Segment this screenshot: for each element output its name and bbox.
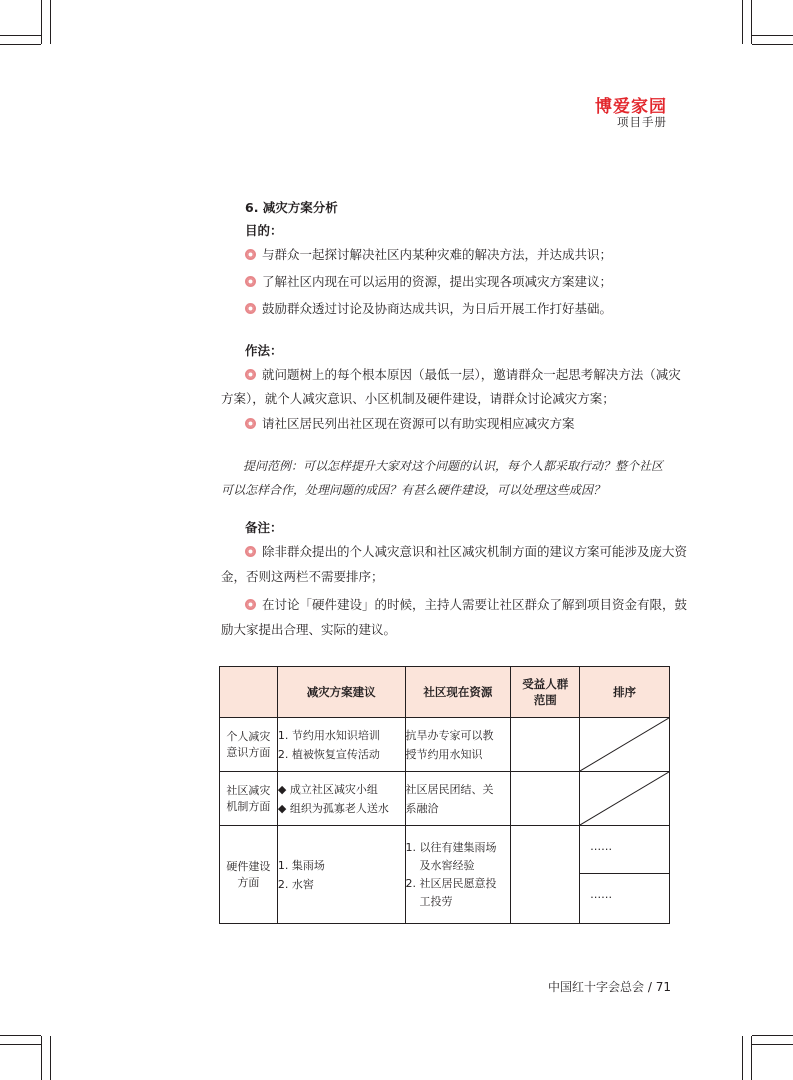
table-header-ranking: 排序 <box>580 667 670 718</box>
resources-cell: 1. 以往有建集雨场 及水窖经验 2. 社区居民愿意投 工投劳 <box>405 826 511 924</box>
bullet-icon <box>245 303 256 314</box>
table-header-row <box>220 667 670 718</box>
table-row <box>220 772 670 826</box>
crop-mark <box>742 0 743 44</box>
purpose-item: 鼓励群众透过讨论及协商达成共识，为日后开展工作打好基础。 <box>245 299 612 317</box>
bullet-icon <box>245 418 256 429</box>
suggestion-cell: 1. 集雨场 2. 水窖 <box>277 826 405 924</box>
crop-mark <box>50 0 51 44</box>
bullet-icon <box>245 369 256 380</box>
purpose-item: 与群众一起探讨解决社区内某种灾难的解决方法，并达成共识； <box>245 245 612 263</box>
section-title: 6. 减灾方案分析 <box>245 200 338 215</box>
crop-mark <box>752 35 793 36</box>
ranking-cell-crossed <box>580 772 670 826</box>
suggestion-cell: 1. 节约用水知识培训 2. 植被恢复宣传活动 <box>277 718 405 772</box>
ranking-cell: …… <box>580 826 670 874</box>
ranking-cell: …… <box>580 874 670 924</box>
crop-mark <box>0 44 41 45</box>
resources-cell: 社区居民团结、关 系融洽 <box>405 772 511 826</box>
suggestion-cell: ◆ 成立社区减灾小组 ◆ 组织为孤寡老人送水 <box>277 772 405 826</box>
row-label: 个人减灾 意识方面 <box>220 718 278 772</box>
resources-cell: 抗旱办专家可以教 授节约用水知识 <box>405 718 511 772</box>
crop-mark <box>751 1036 752 1080</box>
diagonal-line <box>580 718 669 771</box>
purpose-label: 目的： <box>245 223 283 238</box>
crop-mark <box>752 1044 793 1045</box>
crop-mark <box>0 1044 41 1045</box>
crop-mark <box>0 35 41 36</box>
remarks-item: 除非群众提出的个人减灾意识和社区减灾机制方面的建议方案可能涉及庞大资 <box>245 542 687 560</box>
beneficiary-cell <box>511 772 580 826</box>
page-footer: 中国红十字会总会 / 71 <box>548 980 671 994</box>
purpose-item: 了解社区内现在可以运用的资源，提出实现各项减灾方案建议； <box>245 272 612 290</box>
bullet-icon <box>245 249 256 260</box>
bullet-icon <box>245 276 256 287</box>
example-question: 提问范例：可以怎样提升大家对这个问题的认识，每个人都采取行动？整个社区 <box>243 459 664 473</box>
remarks-item-continuation: 励大家提出合理、实际的建议。 <box>221 622 397 637</box>
table-header-suggestion: 减灾方案建议 <box>277 667 405 718</box>
method-item: 就问题树上的每个根本原因（最低一层），邀请群众一起思考解决方法（减灾 <box>245 365 681 383</box>
header-subtitle: 项目手册 <box>617 115 667 129</box>
crop-mark <box>50 1036 51 1080</box>
crop-mark <box>742 1036 743 1080</box>
header-title: 博爱家园 <box>595 97 667 117</box>
table-row <box>220 718 670 772</box>
ranking-cell-crossed <box>580 718 670 772</box>
method-item: 请社区居民列出社区现在资源可以有助实现相应减灾方案 <box>245 414 575 432</box>
remarks-label: 备注： <box>245 520 283 535</box>
method-item-continuation: 方案），就个人减灾意识、小区机制及硬件建设，请群众讨论减灾方案； <box>221 391 615 406</box>
crop-mark <box>752 44 793 45</box>
disaster-plan-table <box>219 666 670 924</box>
bullet-icon <box>245 546 256 557</box>
method-label: 作法： <box>245 343 283 358</box>
diagonal-line <box>580 772 669 825</box>
crop-mark <box>41 1036 42 1080</box>
beneficiary-cell <box>511 718 580 772</box>
beneficiary-cell <box>511 826 580 924</box>
table-header-resources: 社区现在资源 <box>405 667 511 718</box>
bullet-icon <box>245 599 256 610</box>
table-header-beneficiary: 受益人群 范围 <box>511 667 580 718</box>
row-label: 硬件建设 方面 <box>220 826 278 924</box>
crop-mark <box>0 1035 41 1036</box>
table-row <box>220 826 670 874</box>
row-label: 社区减灾 机制方面 <box>220 772 278 826</box>
table-header-corner <box>220 667 278 718</box>
crop-mark <box>751 0 752 44</box>
remarks-item: 在讨论「硬件建设」的时候，主持人需要让社区群众了解到项目资金有限，鼓 <box>245 595 687 613</box>
example-question-continuation: 可以怎样合作，处理问题的成因？有甚么硬件建设，可以处理这些成因？ <box>221 483 606 497</box>
crop-mark <box>752 1035 793 1036</box>
remarks-item-continuation: 金，否则这两栏不需要排序； <box>221 569 384 584</box>
crop-mark <box>41 0 42 44</box>
